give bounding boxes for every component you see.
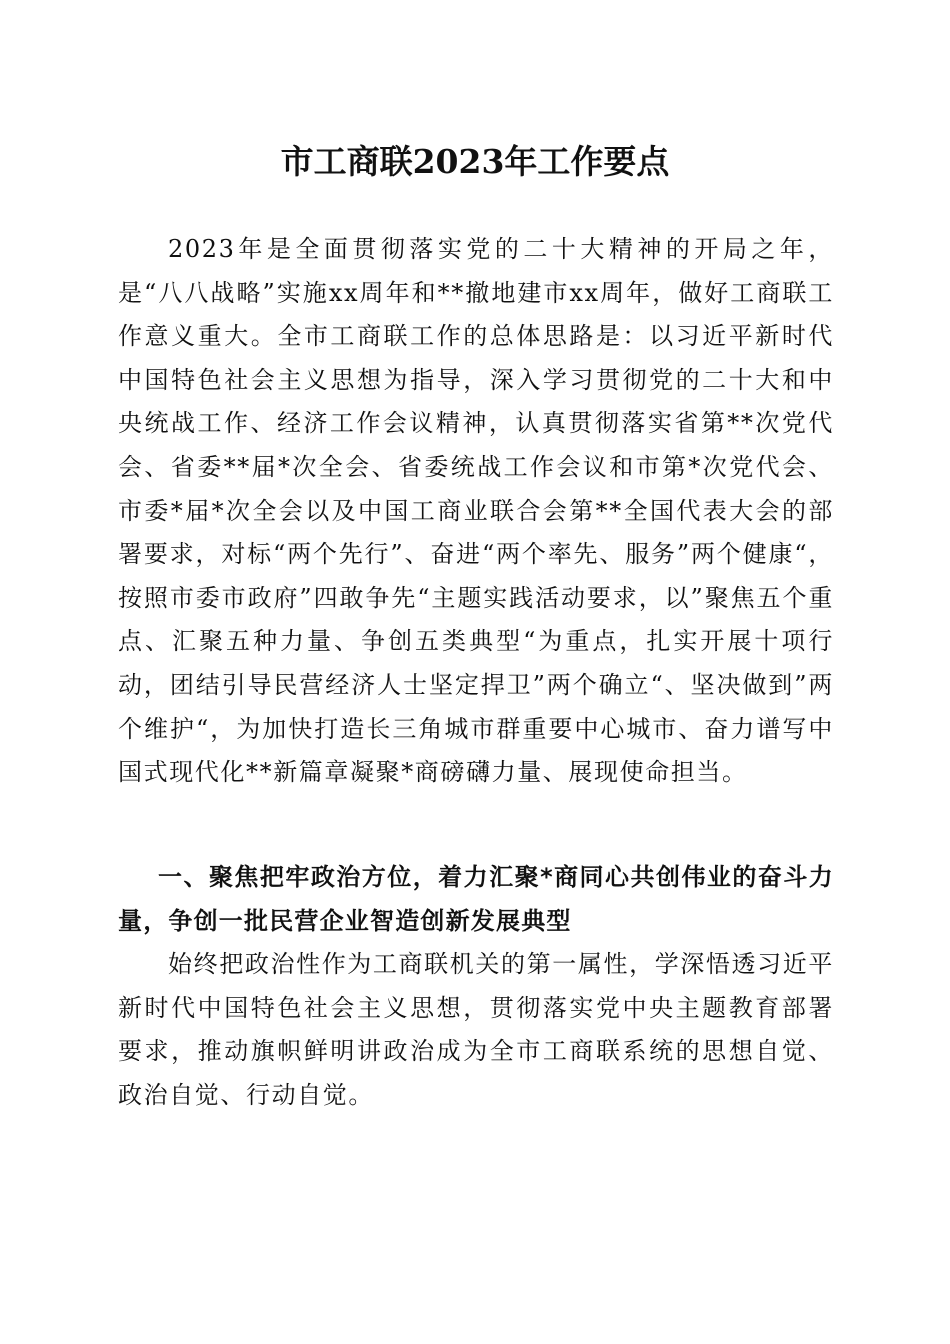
intro-paragraph: 2023年是全面贯彻落实党的二十大精神的开局之年，是“八八战略”实施xx周年和**撤地建市xx周年，做好工商联工作意义重大。全市工商联工作的总体思路是：以习近平新时代中国特色社会主义思想为指导，深入学习贯彻党的二十大和中央统战工作、经济工作会议精神，认真贯彻落实省第**次党代会、省委**届*次全会、省委统战工作会议和市第*次党代会、市委*届*次全会以及中国工商业联合会第**全国代表大会的部署要求，对标“两个先行”、奋进“两个率先、服务”两个健康“，按照市委市政府”四敢争先“主题实践活动要求，以”聚焦五个重点、汇聚五种力量、争创五类典型“为重点，扎实开展十项行动，团结引导民营经济人士坚定捍卫”两个确立“、坚决做到”两个维护“，为加快打造长三角城市群重要中心城市、奋力谱写中国式现代化**新篇章凝聚*商磅礴力量、展现使命担当。 xyxy=(118,235,834,787)
section-paragraph: 始终把政治性作为工商联机关的第一属性，学深悟透习近平新时代中国特色社会主义思想，贯彻落实党中央主题教育部署要求，推动旗帜鲜明讲政治成为全市工商联系统的思想自觉、政治自觉、行动自觉。 xyxy=(118,950,834,1109)
document-title: 市工商联2023年工作要点 xyxy=(280,142,670,181)
section-heading: 一、聚焦把牢政治方位，着力汇聚*商同心共创伟业的奋斗力量，争创一批民营企业智造创新发展典型 xyxy=(118,863,834,935)
